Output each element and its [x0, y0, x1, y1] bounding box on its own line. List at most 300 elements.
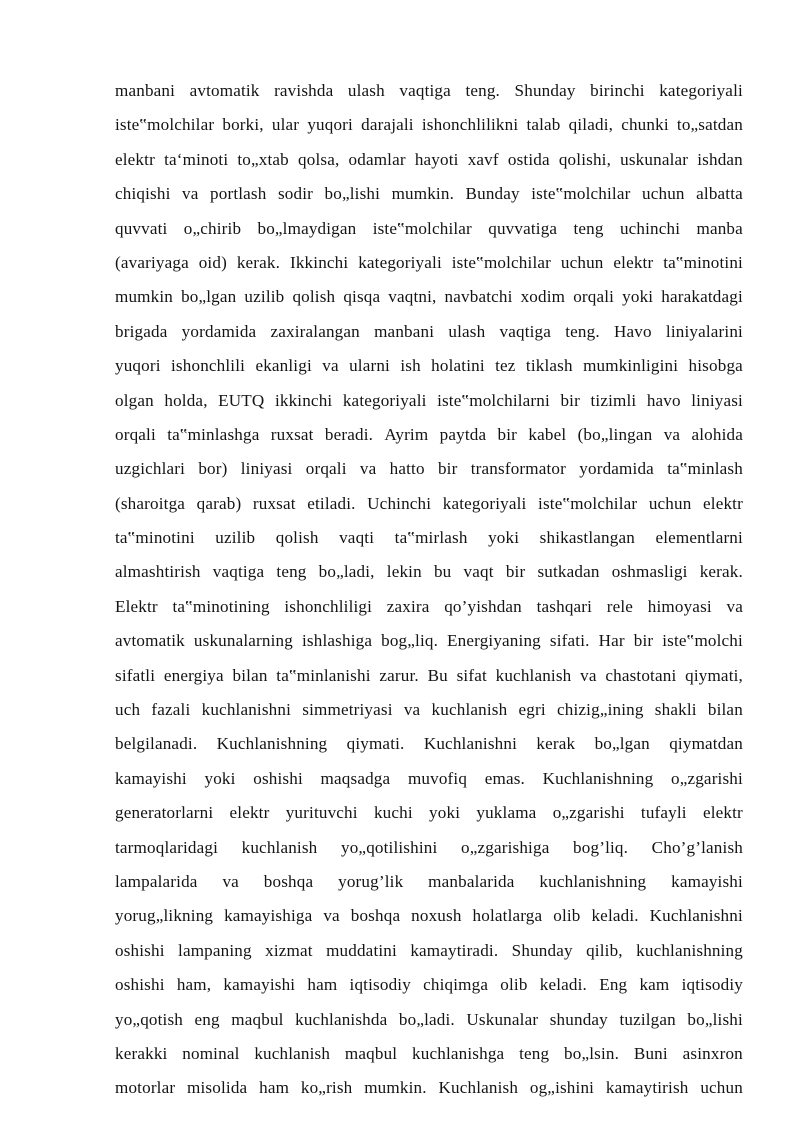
- text-word: qiymati.: [346, 734, 405, 754]
- text-word: Shunday: [511, 940, 573, 960]
- text-word: o„zgarishiga: [461, 837, 550, 857]
- text-word: ravishda: [274, 81, 334, 100]
- text-word: yoki: [622, 287, 654, 307]
- text-word: kamayishi: [115, 768, 187, 788]
- text-word: bor): [198, 459, 228, 479]
- text-line: [115, 727, 743, 761]
- text-word: Bu: [427, 665, 448, 685]
- text-word: Har: [598, 631, 625, 651]
- text-word: to„xtab: [237, 149, 289, 169]
- text-line: [115, 1071, 743, 1105]
- text-word: yuklama: [476, 803, 537, 823]
- text-word: kerak.: [236, 252, 281, 272]
- text-word: rele: [606, 596, 634, 616]
- text-word: ta‟mirlash: [394, 528, 468, 548]
- text-word: olgan: [115, 390, 154, 410]
- text-word: quvvatiga: [488, 218, 558, 238]
- text-word: zaxiralangan: [270, 321, 360, 341]
- text-line: [115, 968, 743, 1002]
- text-word: elektr: [702, 803, 743, 823]
- text-word: iste‟molchilar: [372, 218, 472, 238]
- text-word: uchun: [700, 1078, 743, 1098]
- text-word: odamlar: [348, 149, 406, 169]
- text-word: uchun: [560, 252, 604, 272]
- text-word: holatini: [431, 356, 485, 376]
- text-word: maqsadga: [320, 768, 391, 788]
- text-line: [115, 177, 743, 211]
- text-word: teng: [276, 562, 307, 582]
- text-word: ta‟minlash: [667, 459, 743, 479]
- text-word: misolida: [187, 1078, 248, 1098]
- text-word: shikastlangan: [539, 528, 635, 548]
- text-word: bu: [433, 562, 452, 582]
- text-word: ta‟minlashga: [167, 424, 260, 444]
- text-word: liniyalarini: [665, 321, 743, 341]
- text-word: qolishi,: [558, 149, 612, 169]
- text-word: vaqti: [339, 528, 375, 548]
- text-word: iste‟molchilarni: [437, 390, 550, 410]
- text-word: bo„ladi,: [318, 562, 375, 582]
- text-word: kuchlanish: [495, 665, 572, 685]
- text-word: uzilib: [215, 528, 256, 548]
- text-word: kerak.: [699, 562, 743, 582]
- text-line: [115, 831, 743, 865]
- text-word: xizmat: [265, 940, 313, 960]
- text-word: shakli: [654, 700, 697, 720]
- text-word: kamayishi: [223, 975, 296, 995]
- text-word: bir: [437, 459, 458, 479]
- text-word: Kuchlanishni: [423, 734, 518, 754]
- text-line: [115, 315, 743, 349]
- text-word: muvofiq: [407, 768, 468, 788]
- text-word: qolish: [292, 287, 336, 307]
- text-word: oshmasligi: [611, 562, 688, 582]
- text-word: lampaning: [178, 940, 252, 960]
- text-word: tarmoqlaridagi: [115, 837, 219, 857]
- text-word: holatlarga: [472, 906, 543, 926]
- text-word: Havo: [613, 321, 652, 341]
- text-word: Kuchlanish: [438, 1078, 519, 1098]
- text-word: ta‟minotini: [663, 252, 743, 272]
- text-line: [115, 1003, 743, 1037]
- text-line: [115, 555, 743, 589]
- text-line: [115, 74, 743, 108]
- text-word: energiya: [163, 665, 224, 685]
- text-word: iste‟molchilar: [451, 252, 551, 272]
- text-word: chastotani: [605, 665, 677, 685]
- text-word: vaqtiga: [399, 81, 451, 100]
- text-word: zarur.: [379, 665, 419, 685]
- text-word: ishonchlilikni: [421, 115, 519, 135]
- text-word: mumkin.: [364, 1078, 427, 1098]
- text-word: hisobga: [688, 356, 743, 376]
- text-word: ta‟minotini: [115, 528, 195, 548]
- text-line: [115, 246, 743, 280]
- text-word: oshishi: [115, 975, 165, 995]
- text-word: Cho’g’lanish: [651, 837, 743, 857]
- text-word: bog„liq.: [381, 631, 439, 651]
- text-word: havo: [646, 390, 681, 410]
- text-word: paytda: [439, 424, 487, 444]
- text-word: bo„lsin.: [564, 1043, 620, 1063]
- text-word: avtomatik: [115, 631, 185, 651]
- body-text-block: [115, 74, 743, 1106]
- text-word: oshishi: [253, 768, 303, 788]
- text-word: (bo„lingan: [577, 424, 653, 444]
- text-word: chunki: [621, 115, 669, 135]
- text-word: kuchlanish: [431, 700, 508, 720]
- text-word: kategoriyali: [358, 252, 442, 272]
- text-word: yordamida: [579, 459, 654, 479]
- text-word: ham: [259, 1078, 290, 1098]
- text-word: chiqishi: [115, 184, 171, 204]
- text-word: harakatdagi: [661, 287, 743, 307]
- text-word: etiladi.: [307, 493, 356, 513]
- text-line: [115, 521, 743, 555]
- text-line: [115, 796, 743, 830]
- text-line: [115, 384, 743, 418]
- text-word: oshishi: [115, 940, 165, 960]
- text-line: [115, 1037, 743, 1071]
- text-word: sifatli: [115, 665, 156, 685]
- text-word: sifat: [456, 665, 487, 685]
- text-word: va: [182, 184, 199, 204]
- text-word: yuqori: [115, 356, 161, 376]
- text-word: bo„lishi: [324, 184, 381, 204]
- text-word: Ikkinchi: [289, 252, 349, 272]
- text-word: bo„ladi.: [398, 1009, 455, 1029]
- text-word: kategoriyali: [342, 390, 427, 410]
- text-word: elektr: [703, 493, 743, 513]
- text-word: bir: [505, 562, 526, 582]
- text-line: [115, 693, 743, 727]
- text-word: noxush: [411, 906, 462, 926]
- text-word: ish: [400, 356, 421, 376]
- text-word: mumkin: [115, 287, 174, 307]
- text-word: borki,: [222, 115, 264, 135]
- text-word: bilan: [707, 700, 743, 720]
- text-word: elektr: [613, 252, 654, 272]
- text-word: qiymatdan: [669, 734, 743, 754]
- text-word: yoki: [429, 803, 461, 823]
- text-word: qolish: [275, 528, 319, 548]
- text-line: [115, 143, 743, 177]
- text-word: orqali: [305, 459, 347, 479]
- text-word: bir: [497, 424, 518, 444]
- text-word: ulash: [448, 321, 486, 341]
- text-word: ham: [307, 975, 338, 995]
- text-word: o„zgarishi: [552, 803, 625, 823]
- text-word: emas.: [484, 768, 525, 788]
- text-word: vaqtni,: [388, 287, 437, 307]
- text-word: vaqt: [463, 562, 494, 582]
- text-word: bo„lmaydigan: [257, 218, 357, 238]
- text-word: iqtisodiy: [681, 975, 743, 995]
- text-word: Kuchlanishning: [216, 734, 328, 754]
- text-word: uzilib: [244, 287, 285, 307]
- text-word: vaqtiga: [499, 321, 552, 341]
- text-word: qilib,: [586, 940, 623, 960]
- text-word: qiymati,: [685, 665, 743, 685]
- text-word: hatto: [389, 459, 425, 479]
- text-word: ta‘minoti: [164, 149, 229, 169]
- text-word: qisqa: [343, 287, 381, 307]
- text-word: quvvati: [115, 218, 168, 238]
- text-word: muddatini: [326, 940, 397, 960]
- text-word: yurituvchi: [285, 803, 358, 823]
- text-line: [115, 590, 743, 624]
- text-word: tizimli: [590, 390, 637, 410]
- text-word: xodim: [520, 287, 566, 307]
- text-word: mumkin.: [391, 184, 455, 204]
- text-word: va: [403, 700, 421, 720]
- text-word: bo„lishi: [687, 1009, 743, 1029]
- text-word: alohida: [691, 424, 743, 444]
- text-word: Energiyaning: [447, 631, 541, 651]
- text-word: kamayishi: [671, 871, 743, 891]
- text-word: eng: [194, 1009, 220, 1029]
- text-word: va: [359, 459, 377, 479]
- text-word: Kuchlanishning: [542, 768, 654, 788]
- text-word: uchinchi: [619, 218, 681, 238]
- text-word: kuchlanishni: [201, 700, 292, 720]
- text-word: Shunday: [514, 81, 576, 100]
- text-word: sutkadan: [537, 562, 600, 582]
- text-word: kerakki: [115, 1043, 168, 1063]
- text-word: liniyasi: [240, 459, 293, 479]
- text-word: qolsa,: [298, 149, 340, 169]
- text-word: kam: [639, 975, 670, 995]
- text-word: elementlarni: [655, 528, 743, 548]
- text-word: motorlar: [115, 1078, 176, 1098]
- text-word: ularni: [349, 356, 390, 376]
- text-word: generatorlarni: [115, 803, 214, 823]
- text-word: kerak: [536, 734, 576, 754]
- text-word: manbani: [374, 321, 435, 341]
- text-word: ham,: [176, 975, 212, 995]
- text-word: o„chirib: [183, 218, 242, 238]
- text-word: bog’liq.: [573, 837, 629, 857]
- text-word: yorug’lik: [338, 871, 404, 891]
- text-word: manbani: [115, 81, 176, 100]
- text-word: ta‟minotining: [172, 596, 270, 616]
- text-word: tufayli: [640, 803, 687, 823]
- text-word: birinchi: [590, 81, 645, 100]
- text-word: ekanligi: [255, 356, 312, 376]
- text-word: yo„qotish: [115, 1009, 184, 1029]
- text-word: olib: [500, 975, 528, 995]
- text-word: og„ishini: [529, 1078, 595, 1098]
- text-word: bir: [633, 631, 654, 651]
- text-word: shunday: [549, 1009, 608, 1029]
- text-word: egri: [518, 700, 546, 720]
- text-word: kuchlanish: [241, 837, 318, 857]
- text-word: uch: [115, 700, 141, 720]
- text-word: ikkinchi: [274, 390, 333, 410]
- text-word: Uchinchi: [367, 493, 432, 513]
- text-word: kuchlanish: [254, 1043, 331, 1063]
- text-word: ta‟minlanishi: [276, 665, 371, 685]
- text-word: tiklash: [525, 356, 573, 376]
- text-word: orqali: [115, 424, 156, 444]
- text-word: lampalarida: [115, 871, 198, 891]
- text-word: kuchi: [373, 803, 413, 823]
- text-word: va: [663, 424, 681, 444]
- text-word: kuchlanishning: [539, 871, 647, 891]
- text-word: kabel: [528, 424, 567, 444]
- text-word: yuqori: [307, 115, 353, 135]
- text-word: kamayishiga: [224, 906, 313, 926]
- text-word: va: [726, 596, 743, 616]
- text-word: yoki: [488, 528, 520, 548]
- text-word: talab: [526, 115, 561, 135]
- text-word: ishonchliligi: [284, 596, 373, 616]
- text-word: EUTQ: [218, 390, 265, 410]
- text-word: tashqari: [536, 596, 593, 616]
- text-word: iste‟molchi: [662, 631, 743, 651]
- text-word: Kuchlanishni: [649, 906, 743, 926]
- text-word: yoki: [204, 768, 236, 788]
- text-word: yordamida: [181, 321, 257, 341]
- text-word: ruxsat: [270, 424, 314, 444]
- text-line: [115, 762, 743, 796]
- text-word: brigada: [115, 321, 168, 341]
- text-word: transformator: [470, 459, 567, 479]
- text-word: uchun: [648, 493, 692, 513]
- text-word: fazali: [151, 700, 191, 720]
- text-word: uskunalar: [620, 149, 689, 169]
- text-word: darajali: [361, 115, 414, 135]
- text-word: ishdan: [697, 149, 743, 169]
- text-word: Buni: [633, 1043, 668, 1063]
- text-line: [115, 624, 743, 658]
- text-word: maqbul: [344, 1043, 398, 1063]
- text-line: [115, 108, 743, 142]
- text-line: [115, 934, 743, 968]
- text-word: mumkinligini: [583, 356, 679, 376]
- text-word: olib: [553, 906, 581, 926]
- text-word: tuzilgan: [619, 1009, 676, 1029]
- text-word: va: [322, 356, 339, 376]
- text-word: to„satdan: [676, 115, 743, 135]
- text-line: [115, 212, 743, 246]
- text-line: [115, 418, 743, 452]
- text-word: liniyasi: [691, 390, 743, 410]
- text-word: himoyasi: [647, 596, 712, 616]
- text-word: zaxira: [386, 596, 430, 616]
- text-word: (sharoitga: [115, 493, 186, 513]
- text-word: elektr: [229, 803, 270, 823]
- text-word: qarab): [196, 493, 242, 513]
- text-word: uskunalarning: [193, 631, 293, 651]
- text-word: xavf: [467, 149, 499, 169]
- text-word: chiqimga: [423, 975, 489, 995]
- text-word: belgilanadi.: [115, 734, 198, 754]
- text-word: Eng: [599, 975, 628, 995]
- text-word: keladi.: [591, 906, 639, 926]
- text-word: navbatchi: [444, 287, 513, 307]
- text-word: boshqa: [263, 871, 314, 891]
- text-line: [115, 487, 743, 521]
- text-word: oid): [198, 252, 227, 272]
- text-word: tez: [495, 356, 516, 376]
- text-word: ular: [271, 115, 300, 135]
- text-line: [115, 280, 743, 314]
- text-word: va: [222, 871, 239, 891]
- text-word: ishonchlili: [171, 356, 246, 376]
- text-word: boshqa: [350, 906, 401, 926]
- text-word: iste‟molchilar: [538, 493, 638, 513]
- text-word: keladi.: [539, 975, 588, 995]
- text-word: Uskunalar: [466, 1009, 539, 1029]
- text-word: teng.: [565, 321, 600, 341]
- text-word: (avariyaga: [115, 252, 189, 272]
- text-line: [115, 865, 743, 899]
- text-word: bir: [560, 390, 580, 410]
- text-word: kuchlanishda: [295, 1009, 388, 1029]
- text-word: sifati.: [549, 631, 590, 651]
- text-word: o„zgarishi: [670, 768, 743, 788]
- text-word: va: [580, 665, 597, 685]
- text-word: holda,: [164, 390, 208, 410]
- text-word: kuchlanishga: [412, 1043, 505, 1063]
- text-word: qo’yishdan: [444, 596, 522, 616]
- text-word: avtomatik: [189, 81, 260, 100]
- text-word: uzgichlari: [115, 459, 186, 479]
- text-word: ostida: [507, 149, 550, 169]
- text-word: asinxron: [682, 1043, 743, 1063]
- text-word: manba: [696, 218, 743, 238]
- text-word: almashtirish: [115, 562, 201, 582]
- text-word: beradi.: [324, 424, 374, 444]
- text-word: kategoriyali: [659, 81, 743, 100]
- text-word: iste‟molchilar: [531, 184, 631, 204]
- text-word: yorug„likning: [115, 906, 214, 926]
- text-word: elektr: [115, 149, 155, 169]
- text-word: ulash: [347, 81, 385, 100]
- text-word: bo„lgan: [594, 734, 650, 754]
- text-word: orqali: [573, 287, 615, 307]
- text-word: Elektr: [115, 596, 158, 616]
- text-line: [115, 349, 743, 383]
- text-word: albatta: [696, 184, 743, 204]
- text-word: yo„qotilishini: [341, 837, 438, 857]
- text-word: kategoriyali: [442, 493, 527, 513]
- text-word: Bunday: [465, 184, 520, 204]
- text-word: uchun: [642, 184, 685, 204]
- text-word: maqbul: [231, 1009, 284, 1029]
- text-word: bo„lgan: [181, 287, 237, 307]
- text-word: lekin: [386, 562, 422, 582]
- text-line: [115, 452, 743, 486]
- text-line: [115, 659, 743, 693]
- text-word: chizig„ining: [557, 700, 644, 720]
- text-word: iste‟molchilar: [115, 115, 215, 135]
- text-word: kamaytiradi.: [410, 940, 499, 960]
- text-line: [115, 899, 743, 933]
- text-word: nominal: [182, 1043, 240, 1063]
- text-word: teng: [519, 1043, 550, 1063]
- text-word: kuchlanishning: [636, 940, 743, 960]
- text-word: iqtisodiy: [349, 975, 411, 995]
- text-word: Ayrim: [384, 424, 429, 444]
- text-word: sodir: [277, 184, 314, 204]
- text-word: manbalarida: [428, 871, 515, 891]
- text-word: qiladi,: [568, 115, 614, 135]
- text-word: ko„rish: [300, 1078, 353, 1098]
- text-word: teng.: [465, 81, 500, 100]
- text-word: vaqtiga: [212, 562, 265, 582]
